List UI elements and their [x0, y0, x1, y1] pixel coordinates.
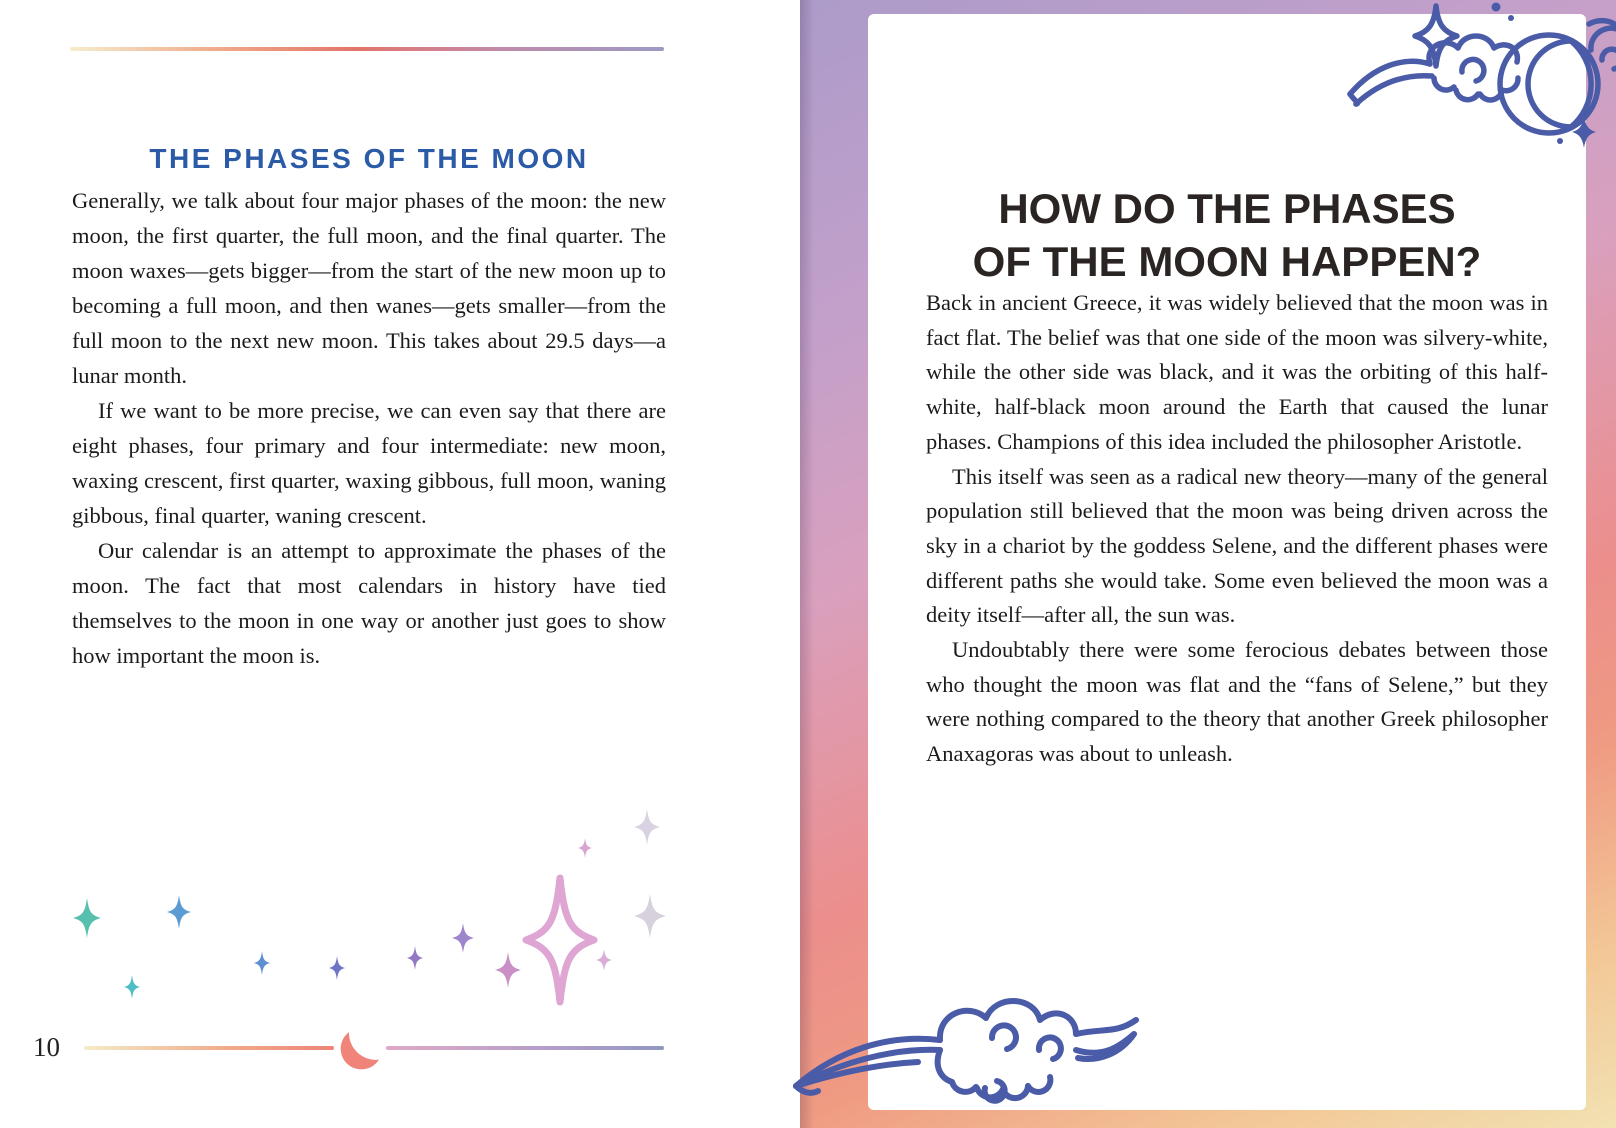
paragraph: Our calendar is an attempt to approximate the phases of the moon. The fact that most calendars in history have tied themselves to the moon in one way or another just goes to show how important the moon is.: [72, 538, 666, 668]
sparkle-star: [634, 809, 660, 845]
sparkle-star: [578, 838, 592, 858]
footer-gradient-rule-left: [84, 1046, 334, 1050]
sparkle-star: [634, 894, 666, 938]
paragraph: If we want to be more precise, we can even say that there are eight phases, four primary and four intermediate: new moon, waxing crescent, first quarter, waxing gibbous, full moon, waning gibbous, final quarter, waning crescent.: [72, 398, 666, 528]
paragraph: Generally, we talk about four major phases of the moon: the new moon, the first quarter, the full moon, and the final quarter. The moon waxes—gets bigger—from the start of the new moon up to becoming a full moon, and then wanes—gets smaller—from the full moon to the next new moon. This takes about 29.5 days—a lunar month.: [72, 188, 666, 388]
left-page-title: THE PHASES OF THE MOON: [149, 142, 589, 174]
footer-gradient-rule-right: [386, 1046, 664, 1050]
sparkle-star: [407, 946, 423, 970]
sparkle-stars-decoration: [50, 790, 690, 1020]
paragraph: Undoubtably there were some ferocious debates between those who thought the moon was flat and the “fans of Selene,” but they were nothing compared to the theory that another Greek philosopher Anaxagoras was about to unleash.: [926, 637, 1548, 767]
sparkle-star: [73, 898, 101, 938]
paragraph: This itself was seen as a radical new theory—many of the general population still believed that the moon was being driven across the sky in a chariot by the goddess Selene, and the different phases were different paths she would take. Some even believed the moon was a deity itself—after all, the sun was.: [926, 463, 1548, 628]
sparkle-star: [495, 952, 521, 988]
sparkle-stars-icon: [50, 790, 690, 1020]
cloud-icon: [788, 974, 1140, 1122]
title-line-1: HOW DO THE PHASES: [998, 185, 1456, 233]
page-number: 10: [33, 1032, 60, 1062]
gutter-shadow: [800, 0, 814, 1128]
sparkle-star: [329, 956, 345, 980]
right-page-title: [868, 182, 1586, 288]
paragraph: Back in ancient Greece, it was widely believed that the moon was in fact flat. The belief was that one side of the moon was silvery-white, while the other side was black, and it was the orbiting of this half-white, half-black moon around the Earth that caused the lunar phases. Champions of this idea included the philosopher Aristotle.: [926, 290, 1548, 454]
content-card: [868, 14, 1586, 1110]
right-page: [800, 0, 1616, 1128]
left-page: [0, 0, 790, 1128]
cloud-moon-icon: [1344, 0, 1616, 170]
header-gradient-rule: [70, 47, 664, 51]
sparkle-star: [124, 975, 140, 999]
sparkle-star: [254, 951, 270, 975]
sparkle-star: [167, 895, 191, 929]
crescent-moon-icon: [336, 1028, 382, 1076]
sparkle-star: [526, 878, 594, 1002]
right-body-text: [926, 286, 1548, 772]
title-line-2: OF THE MOON HAPPEN?: [972, 238, 1482, 286]
sparkle-star: [596, 949, 612, 971]
sparkle-star: [452, 923, 474, 953]
left-body-text: [72, 183, 666, 673]
